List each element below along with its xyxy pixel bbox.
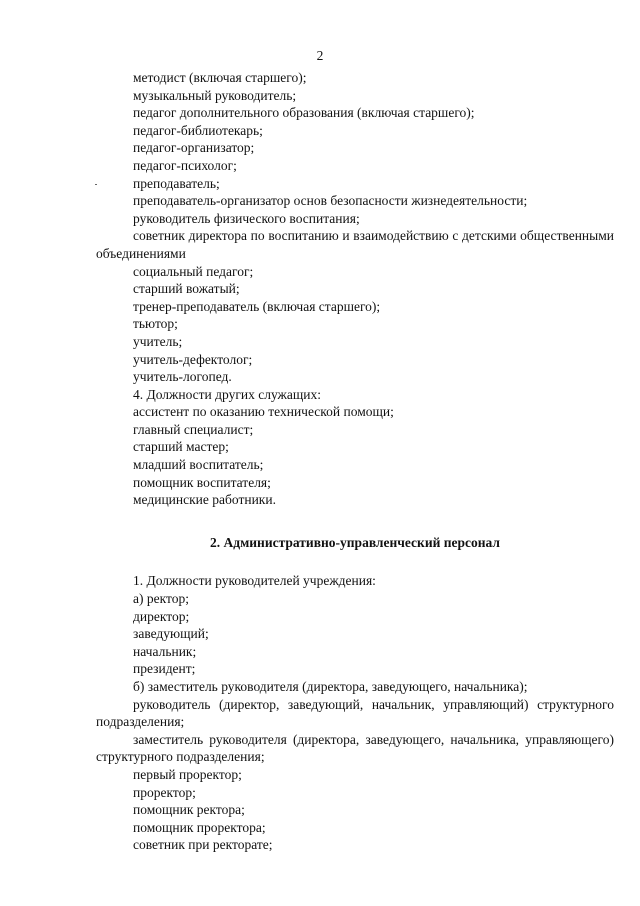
list-item: старший вожатый; [133, 281, 240, 297]
list-item: педагог-библиотекарь; [133, 122, 263, 138]
list-item: тьютор; [133, 316, 178, 332]
list-item: старший мастер; [133, 439, 229, 455]
list-item: 4. Должности других служащих: [133, 386, 321, 402]
list-item: тренер-преподаватель (включая старшего); [133, 298, 381, 314]
list-item: учитель-дефектолог; [133, 351, 253, 367]
list-item: педагог-организатор; [133, 140, 255, 156]
page-number: 2 [316, 48, 324, 63]
position-list-management [96, 572, 614, 695]
list-item: первый проректор; [133, 766, 242, 782]
deputy-paragraph: заместитель руководителя (директора, заведующего, начальника, управляющего) структурного подразделения; [96, 731, 614, 765]
head-paragraph: руководитель (директор, заведующий, начальник, управляющий) структурного подразделения; [96, 696, 614, 730]
list-item: президент; [133, 661, 196, 677]
list-item: медицинские работники. [133, 492, 276, 508]
list-item: советник при ректорате; [133, 837, 273, 853]
list-item: б) заместитель руководителя (директора, заведующего, начальника); [133, 679, 528, 694]
list-item: главный специалист; [133, 421, 254, 437]
list-item: директор; [133, 608, 190, 624]
list-item: 1. Должности руководителей учреждения: [133, 573, 376, 589]
list-item: помощник ректора; [133, 802, 245, 818]
list-item: социальный педагог; [133, 263, 254, 279]
section-heading: 2. Административно-управленческий персонал [210, 534, 500, 550]
list-item: заведующий; [133, 626, 209, 642]
position-list-rectorate [96, 766, 614, 854]
list-item: руководитель физического воспитания; [133, 210, 360, 226]
position-list-other [96, 263, 614, 509]
list-item: методист (включая старшего); [133, 70, 307, 85]
advisor-paragraph: советник директора по воспитанию и взаимодействию с детскими общественными объединениями [96, 228, 614, 261]
list-item: начальник; [133, 643, 197, 659]
list-item: проректор; [133, 784, 196, 800]
list-item: музыкальный руководитель; [133, 87, 297, 103]
list-item: учитель-логопед. [133, 369, 232, 385]
list-item: младший воспитатель; [133, 457, 264, 473]
position-list-teaching [96, 69, 614, 227]
list-item: преподаватель-организатор основ безопасности жизнедеятельности; [133, 193, 528, 209]
list-item: помощник проректора; [133, 819, 266, 835]
list-item: преподаватель; [133, 175, 220, 191]
list-item: педагог-психолог; [133, 157, 237, 173]
list-item: педагог дополнительного образования (включая старшего); [133, 105, 475, 121]
list-item: помощник воспитателя; [133, 474, 271, 490]
list-item: ассистент по оказанию технической помощи; [133, 404, 394, 420]
document-body [96, 69, 614, 854]
list-item: а) ректор; [133, 591, 189, 607]
list-item: учитель; [133, 333, 183, 349]
